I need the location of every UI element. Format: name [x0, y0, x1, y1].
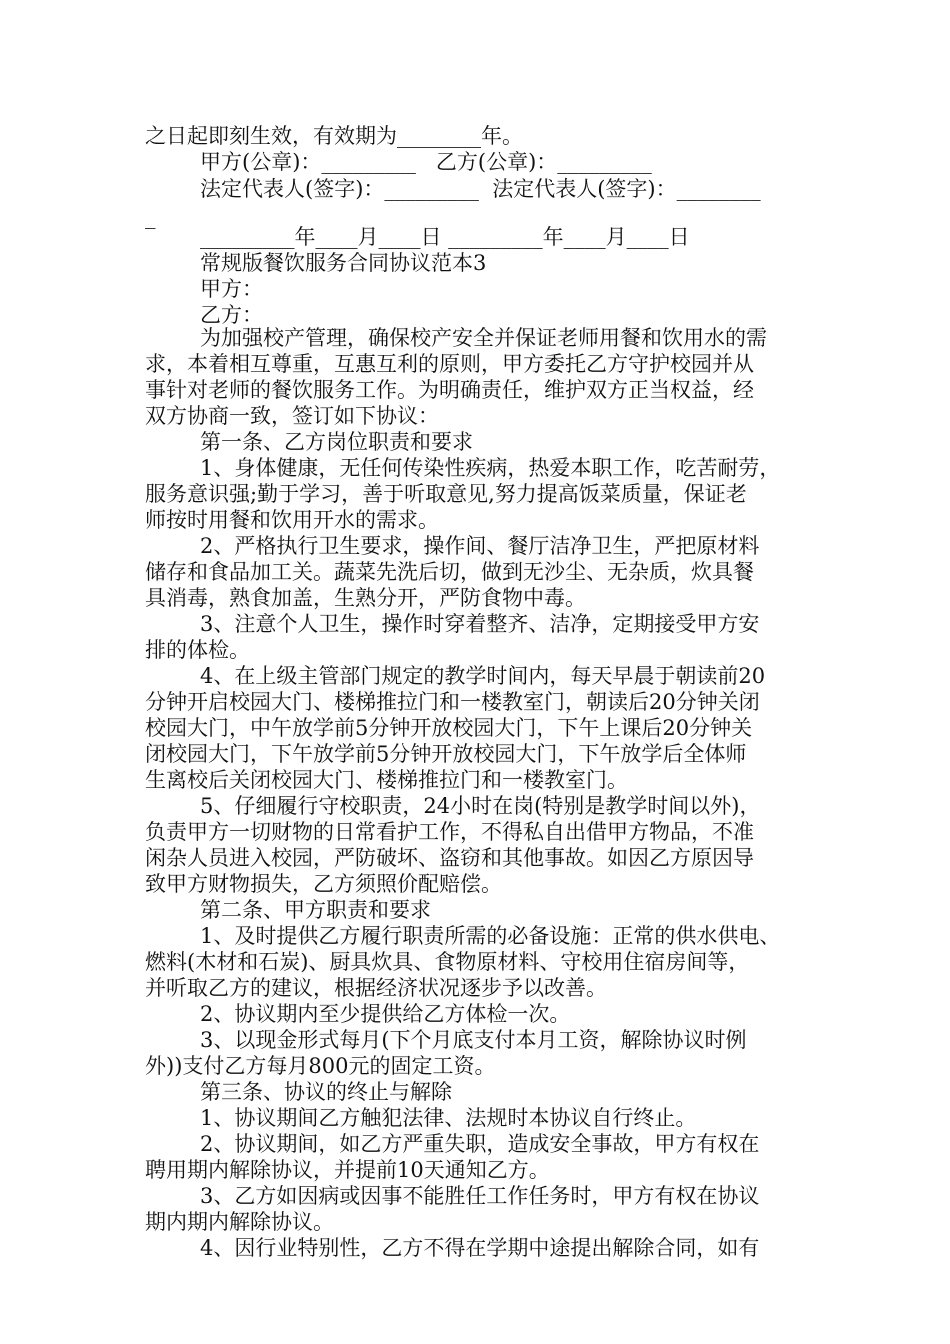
- article-2-heading: 第二条、甲方职责和要求: [200, 898, 431, 922]
- article-1-item-3: 3、注意个人卫生，操作时穿着整齐、洁净，定期接受甲方安: [200, 612, 760, 636]
- article-1-item-2: 具消毒，熟食加盖，生熟分开，严防食物中毒。: [145, 586, 586, 610]
- article-1-item-5: 负责甲方一切财物的日常看护工作，不得私自出借甲方物品，不准: [145, 820, 754, 844]
- article-3-item-3: 3、乙方如因病或因事不能胜任工作任务时，甲方有权在协议: [200, 1184, 760, 1208]
- intro-paragraph-line: 事针对老师的餐饮服务工作。为明确责任，维护双方正当权益，经: [145, 378, 754, 402]
- representative-signature-line: 法定代表人(签字)：_________ 法定代表人(签字)：________: [200, 177, 761, 201]
- article-1-item-3: 排的体检。: [145, 638, 250, 662]
- article-1-item-5: 致甲方财物损失，乙方须照价配赔偿。: [145, 872, 502, 896]
- article-1-item-1: 师按时用餐和饮用开水的需求。: [145, 508, 439, 532]
- article-1-item-1: 服务意识强;勤于学习，善于听取意见,努力提高饭菜质量，保证老: [145, 482, 747, 506]
- document-title: 常规版餐饮服务合同协议范本3: [200, 251, 487, 275]
- article-1-item-5: 闲杂人员进入校园，严防破坏、盗窃和其他事故。如因乙方原因导: [145, 846, 754, 870]
- seal-line: 甲方(公章)：_________ 乙方(公章)：_________: [200, 150, 652, 174]
- article-1-item-4: 校园大门，中午放学前5分钟开放校园大门，下午上课后20分钟关: [145, 716, 753, 740]
- article-1-item-4: 4、在上级主管部门规定的教学时间内，每天早晨于朝读前20: [200, 664, 766, 688]
- article-1-item-2: 储存和食品加工关。蔬菜先洗后切，做到无沙尘、无杂质，炊具餐: [145, 560, 754, 584]
- article-1-item-5: 5、仔细履行守校职责，24小时在岗(特别是教学时间以外)，: [200, 794, 761, 818]
- party-b-label: 乙方：: [200, 303, 263, 327]
- article-3-item-2: 2、协议期间，如乙方严重失职，造成安全事故，甲方有权在: [200, 1132, 760, 1156]
- article-1-item-1: 1、身体健康，无任何传染性疾病，热爱本职工作，吃苦耐劳，: [200, 456, 781, 480]
- article-2-item-3: 外))支付乙方每月800元的固定工资。: [145, 1054, 496, 1078]
- effective-period-line: 之日起即刻生效，有效期为________年。: [145, 124, 523, 148]
- signing-date-line: _________年____月____日 _________年____月____日: [200, 225, 690, 249]
- article-3-item-3: 期内期内解除协议。: [145, 1210, 334, 1234]
- article-3-item-4: 4、因行业特别性，乙方不得在学期中途提出解除合同，如有: [200, 1236, 760, 1260]
- article-1-item-2: 2、严格执行卫生要求，操作间、餐厅洁净卫生，严把原材料: [200, 534, 760, 558]
- article-3-item-2: 聘用期内解除协议，并提前10天通知乙方。: [145, 1158, 550, 1182]
- article-3-heading: 第三条、协议的终止与解除: [200, 1080, 452, 1104]
- article-2-item-1: 1、及时提供乙方履行职责所需的必备设施：正常的供水供电、: [200, 924, 781, 948]
- article-1-item-4: 分钟开启校园大门、楼梯推拉门和一楼教室门，朝读后20分钟关闭: [145, 690, 760, 714]
- article-1-item-4: 闭校园大门，下午放学前5分钟开放校园大门，下午放学后全体师: [145, 742, 747, 766]
- party-a-label: 甲方：: [200, 277, 263, 301]
- article-2-item-1: 并听取乙方的建议，根据经济状况逐步予以改善。: [145, 976, 607, 1000]
- article-2-item-3: 3、以现金形式每月(下个月底支付本月工资，解除协议时例: [200, 1028, 747, 1052]
- intro-paragraph-line: 双方协商一致，签订如下协议：: [145, 404, 439, 428]
- article-2-item-2: 2、协议期内至少提供给乙方体检一次。: [200, 1002, 571, 1026]
- article-1-item-4: 生离校后关闭校园大门、楼梯推拉门和一楼教室门。: [145, 768, 628, 792]
- article-2-item-1: 燃料(木材和石炭)、厨具炊具、食物原材料、守校用住宿房间等，: [145, 950, 750, 974]
- intro-paragraph-line: 求，本着相互尊重，互惠互利的原则，甲方委托乙方守护校园并从: [145, 352, 754, 376]
- representative-line-tail: _: [145, 205, 156, 229]
- article-3-item-1: 1、协议期间乙方触犯法律、法规时本协议自行终止。: [200, 1106, 697, 1130]
- article-1-heading: 第一条、乙方岗位职责和要求: [200, 430, 473, 454]
- intro-paragraph-line: 为加强校产管理，确保校产安全并保证老师用餐和饮用水的需: [200, 326, 767, 350]
